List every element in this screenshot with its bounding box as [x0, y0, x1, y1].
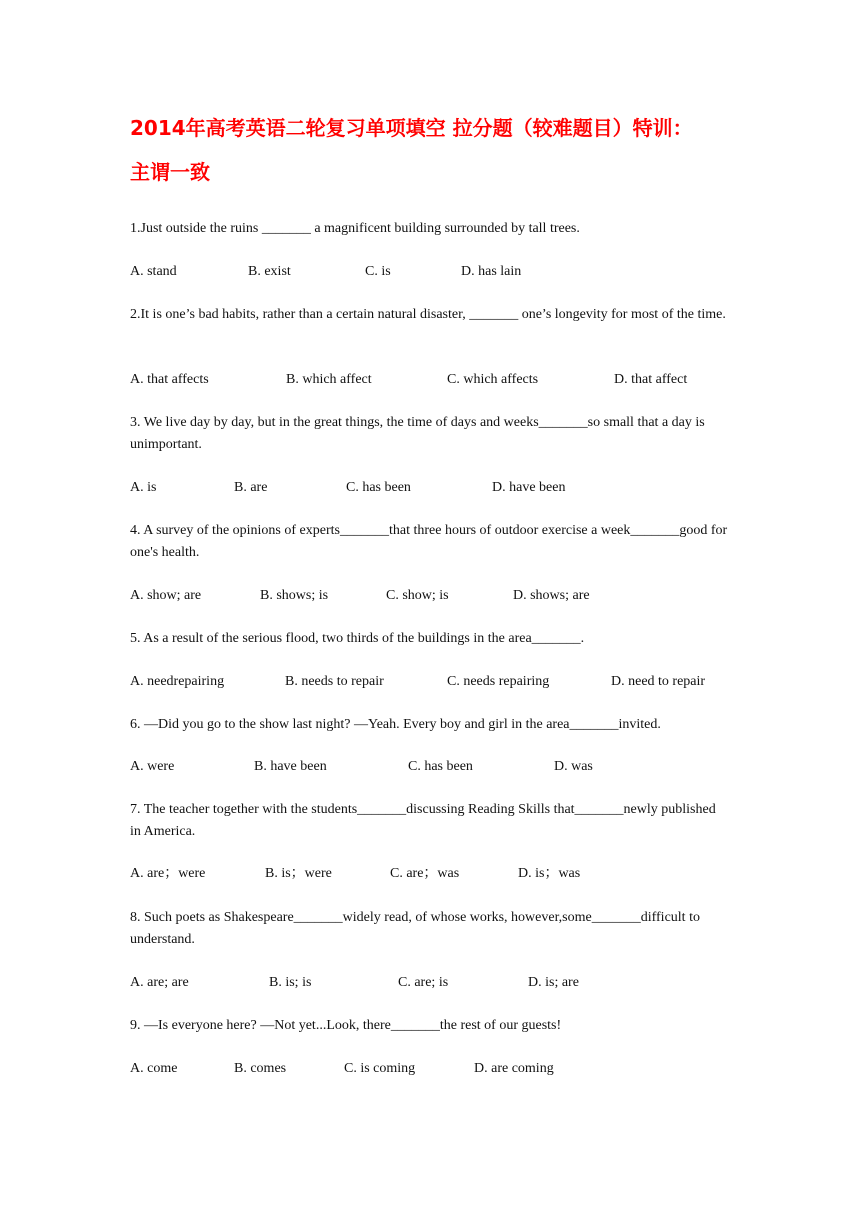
question-4-option-b: B. shows; is — [260, 588, 329, 603]
question-7-option-c: C. are；was — [390, 866, 460, 881]
question-6-option-b: B. have been — [254, 759, 327, 774]
question-9-options — [130, 1058, 730, 1080]
question-4-option-c: C. show; is — [386, 588, 449, 603]
question-8-text: 8. Such poets as Shakespeare_______widely read, of whose works, however,some_______difficult to understand. — [130, 910, 700, 947]
question-8-option-a: A. are; are — [130, 975, 189, 990]
question-7-text: 7. The teacher together with the students_______discussing Reading Skills that_______newly published in America. — [130, 802, 716, 839]
question-6-text: 6. —Did you go to the show last night? —Yeah. Every boy and girl in the area_______invited. — [130, 717, 661, 732]
question-9-option-b: B. comes — [234, 1061, 287, 1076]
question-3-option-c: C. has been — [346, 480, 411, 495]
question-7-option-b: B. is；were — [265, 866, 332, 881]
question-8-options — [130, 972, 730, 994]
question-9-option-d: D. are coming — [474, 1061, 554, 1076]
question-2-options — [130, 369, 730, 391]
document-title-line-1: 2014年高考英语二轮复习单项填空 拉分题（较难题目）特训： — [130, 116, 693, 140]
question-5-option-a: A. needrepairing — [130, 674, 225, 689]
question-4-options — [130, 585, 730, 607]
question-8-option-c: C. are; is — [398, 975, 449, 990]
question-6-option-c: C. has been — [408, 759, 473, 774]
question-4-option-a: A. show; are — [130, 588, 202, 603]
question-1-option-c: C. is — [365, 264, 391, 279]
question-2-option-b: B. which affect — [286, 372, 372, 387]
question-3-text: 3. We live day by day, but in the great things, the time of days and weeks_______so small that a day is unimportant. — [130, 415, 705, 452]
question-9-option-c: C. is coming — [344, 1061, 416, 1076]
question-5-option-b: B. needs to repair — [285, 674, 384, 689]
question-9-option-a: A. come — [130, 1061, 178, 1076]
question-7-options — [130, 863, 730, 885]
question-2-option-d: D. that affect — [614, 372, 688, 387]
question-6-option-d: D. was — [554, 759, 593, 774]
question-6-options — [130, 756, 730, 778]
question-5-options — [130, 671, 730, 693]
question-3-option-a: A. is — [130, 480, 157, 495]
question-2-text: 2.It is one’s bad habits, rather than a certain natural disaster, _______ one’s longevity for most of the time. — [130, 307, 726, 322]
question-5-text: 5. As a result of the serious flood, two thirds of the buildings in the area_______. — [130, 631, 585, 646]
question-4-option-d: D. shows; are — [513, 588, 590, 603]
question-7-option-a: A. are；were — [130, 866, 206, 881]
question-9-text: 9. —Is everyone here? —Not yet...Look, there_______the rest of our guests! — [130, 1018, 562, 1033]
question-5-option-c: C. needs repairing — [447, 674, 550, 689]
question-2-option-a: A. that affects — [130, 372, 209, 387]
question-7-option-d: D. is；was — [518, 866, 581, 881]
document-title-line-2: 主谓一致 — [130, 160, 210, 184]
question-8-option-d: D. is; are — [528, 975, 579, 990]
question-5-option-d: D. need to repair — [611, 674, 706, 689]
question-4-text: 4. A survey of the opinions of experts_______that three hours of outdoor exercise a week_______good for one's health. — [130, 523, 728, 560]
question-1-option-a: A. stand — [130, 264, 177, 279]
question-8-option-b: B. is; is — [269, 975, 312, 990]
question-2-option-c: C. which affects — [447, 372, 539, 387]
question-3-options — [130, 477, 730, 499]
question-1-option-b: B. exist — [248, 264, 291, 279]
question-1-options — [130, 261, 730, 283]
question-1-option-d: D. has lain — [461, 264, 522, 279]
question-3-option-d: D. have been — [492, 480, 566, 495]
question-3-option-b: B. are — [234, 480, 268, 495]
question-6-option-a: A. were — [130, 759, 175, 774]
question-1-text: 1.Just outside the ruins _______ a magnificent building surrounded by tall trees. — [130, 221, 580, 236]
